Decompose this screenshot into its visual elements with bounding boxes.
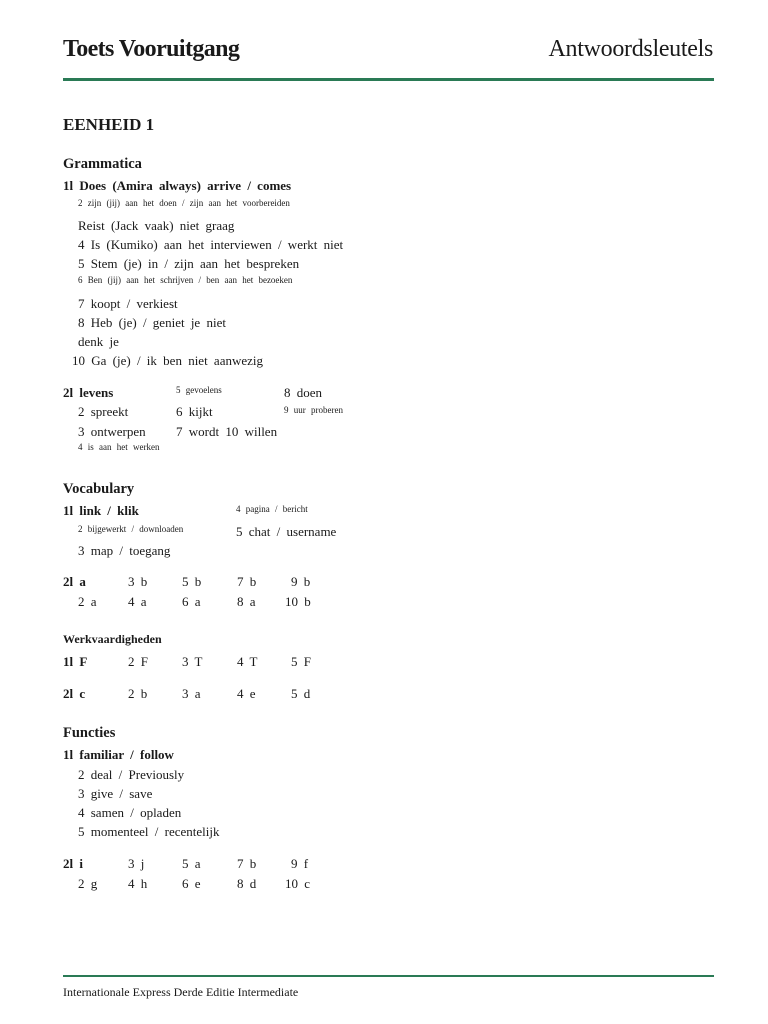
answer-line: 8 Heb (je) / geniet je niet [78,315,226,330]
answer-item: 1l link / klik [63,503,139,518]
grid-cell: 3 j [128,856,145,871]
section-heading-vocabulary: Vocabulary [63,481,135,497]
grid-cell: 7 b [237,856,257,871]
grid-cell: 5 F [291,654,311,669]
answer-line: denk je [78,334,119,349]
grid-cell: 2 b [128,686,148,701]
answer-line: 2 zijn (jij) aan het doen / zijn aan het voorbereiden [78,198,290,208]
answer-item: 7 wordt 10 willen [176,424,278,439]
grid-cell: 9 f [291,856,309,871]
grid-cell: 4 T [237,654,258,669]
grid-cell: 2 g [78,876,98,891]
grid-cell: 4 h [128,876,148,891]
header-divider [63,78,714,81]
answer-line: 1l Does (Amira always) arrive / comes [63,178,292,193]
footer-divider [63,975,714,977]
grid-cell: 2l c [63,686,86,701]
answer-item: 4 is aan het werken [78,442,160,452]
answer-line: 2 deal / Previously [78,767,185,782]
grid-cell: 10 b [285,594,311,609]
answer-line: 3 give / save [78,786,153,801]
answer-item: 3 map / toegang [78,543,171,558]
grid-cell: 8 a [237,594,256,609]
grid-cell: 3 b [128,574,148,589]
answer-item: 4 pagina / bericht [236,504,308,514]
page-title: Toets Vooruitgang [63,36,240,62]
section-heading-werkvaardigheden: Werkvaardigheden [63,632,162,646]
section-heading-grammatica: Grammatica [63,156,142,172]
answer-item: 8 doen [284,385,323,400]
answer-item: 5 gevoelens [176,385,222,395]
grid-cell: 6 e [182,876,201,891]
grid-cell: 5 d [291,686,311,701]
grid-cell: 4 a [128,594,147,609]
grid-cell: 2 F [128,654,148,669]
grid-cell: 10 c [285,876,311,891]
answer-item: 2l levens [63,385,114,400]
grid-cell: 6 a [182,594,201,609]
unit-heading: EENHEID 1 [63,115,155,134]
answer-line: 7 koopt / verkiest [78,296,178,311]
section-heading-functies: Functies [63,725,116,741]
grid-cell: 2l a [63,574,86,589]
answer-item: 2 bijgewerkt / downloaden [78,524,184,534]
grid-cell: 7 b [237,574,257,589]
answer-item: 3 ontwerpen [78,424,146,439]
grid-cell: 3 a [182,686,201,701]
answer-item: 9 uur proberen [284,405,343,415]
answer-line: 4 samen / opladen [78,805,182,820]
answer-line: Reist (Jack vaak) niet graag [78,218,235,233]
grid-cell: 2l i [63,856,83,871]
answer-line: 10 Ga (je) / ik ben niet aanwezig [72,353,264,368]
answer-line: 4 Is (Kumiko) aan het interviewen / werkt niet [78,237,344,252]
answer-line: 6 Ben (jij) aan het schrijven / ben aan het bezoeken [78,275,293,285]
grid-cell: 3 T [182,654,203,669]
answer-item: 2 spreekt [78,404,129,419]
grid-cell: 2 a [78,594,97,609]
grid-cell: 1l F [63,654,88,669]
grid-cell: 8 d [237,876,257,891]
grid-cell: 5 b [182,574,202,589]
answer-item: 6 kijkt [176,404,213,419]
grid-cell: 4 e [237,686,256,701]
answer-line: 5 momenteel / recentelijk [78,824,220,839]
answer-line: 5 Stem (je) in / zijn aan het bespreken [78,256,300,271]
footer-text: Internationale Express Derde Editie Intermediate [63,985,299,999]
grid-cell: 9 b [291,574,311,589]
page-subtitle: Antwoordsleutels [548,36,713,62]
grid-cell: 5 a [182,856,201,871]
answer-line: 1l familiar / follow [63,747,174,762]
answer-item: 5 chat / username [236,524,337,539]
